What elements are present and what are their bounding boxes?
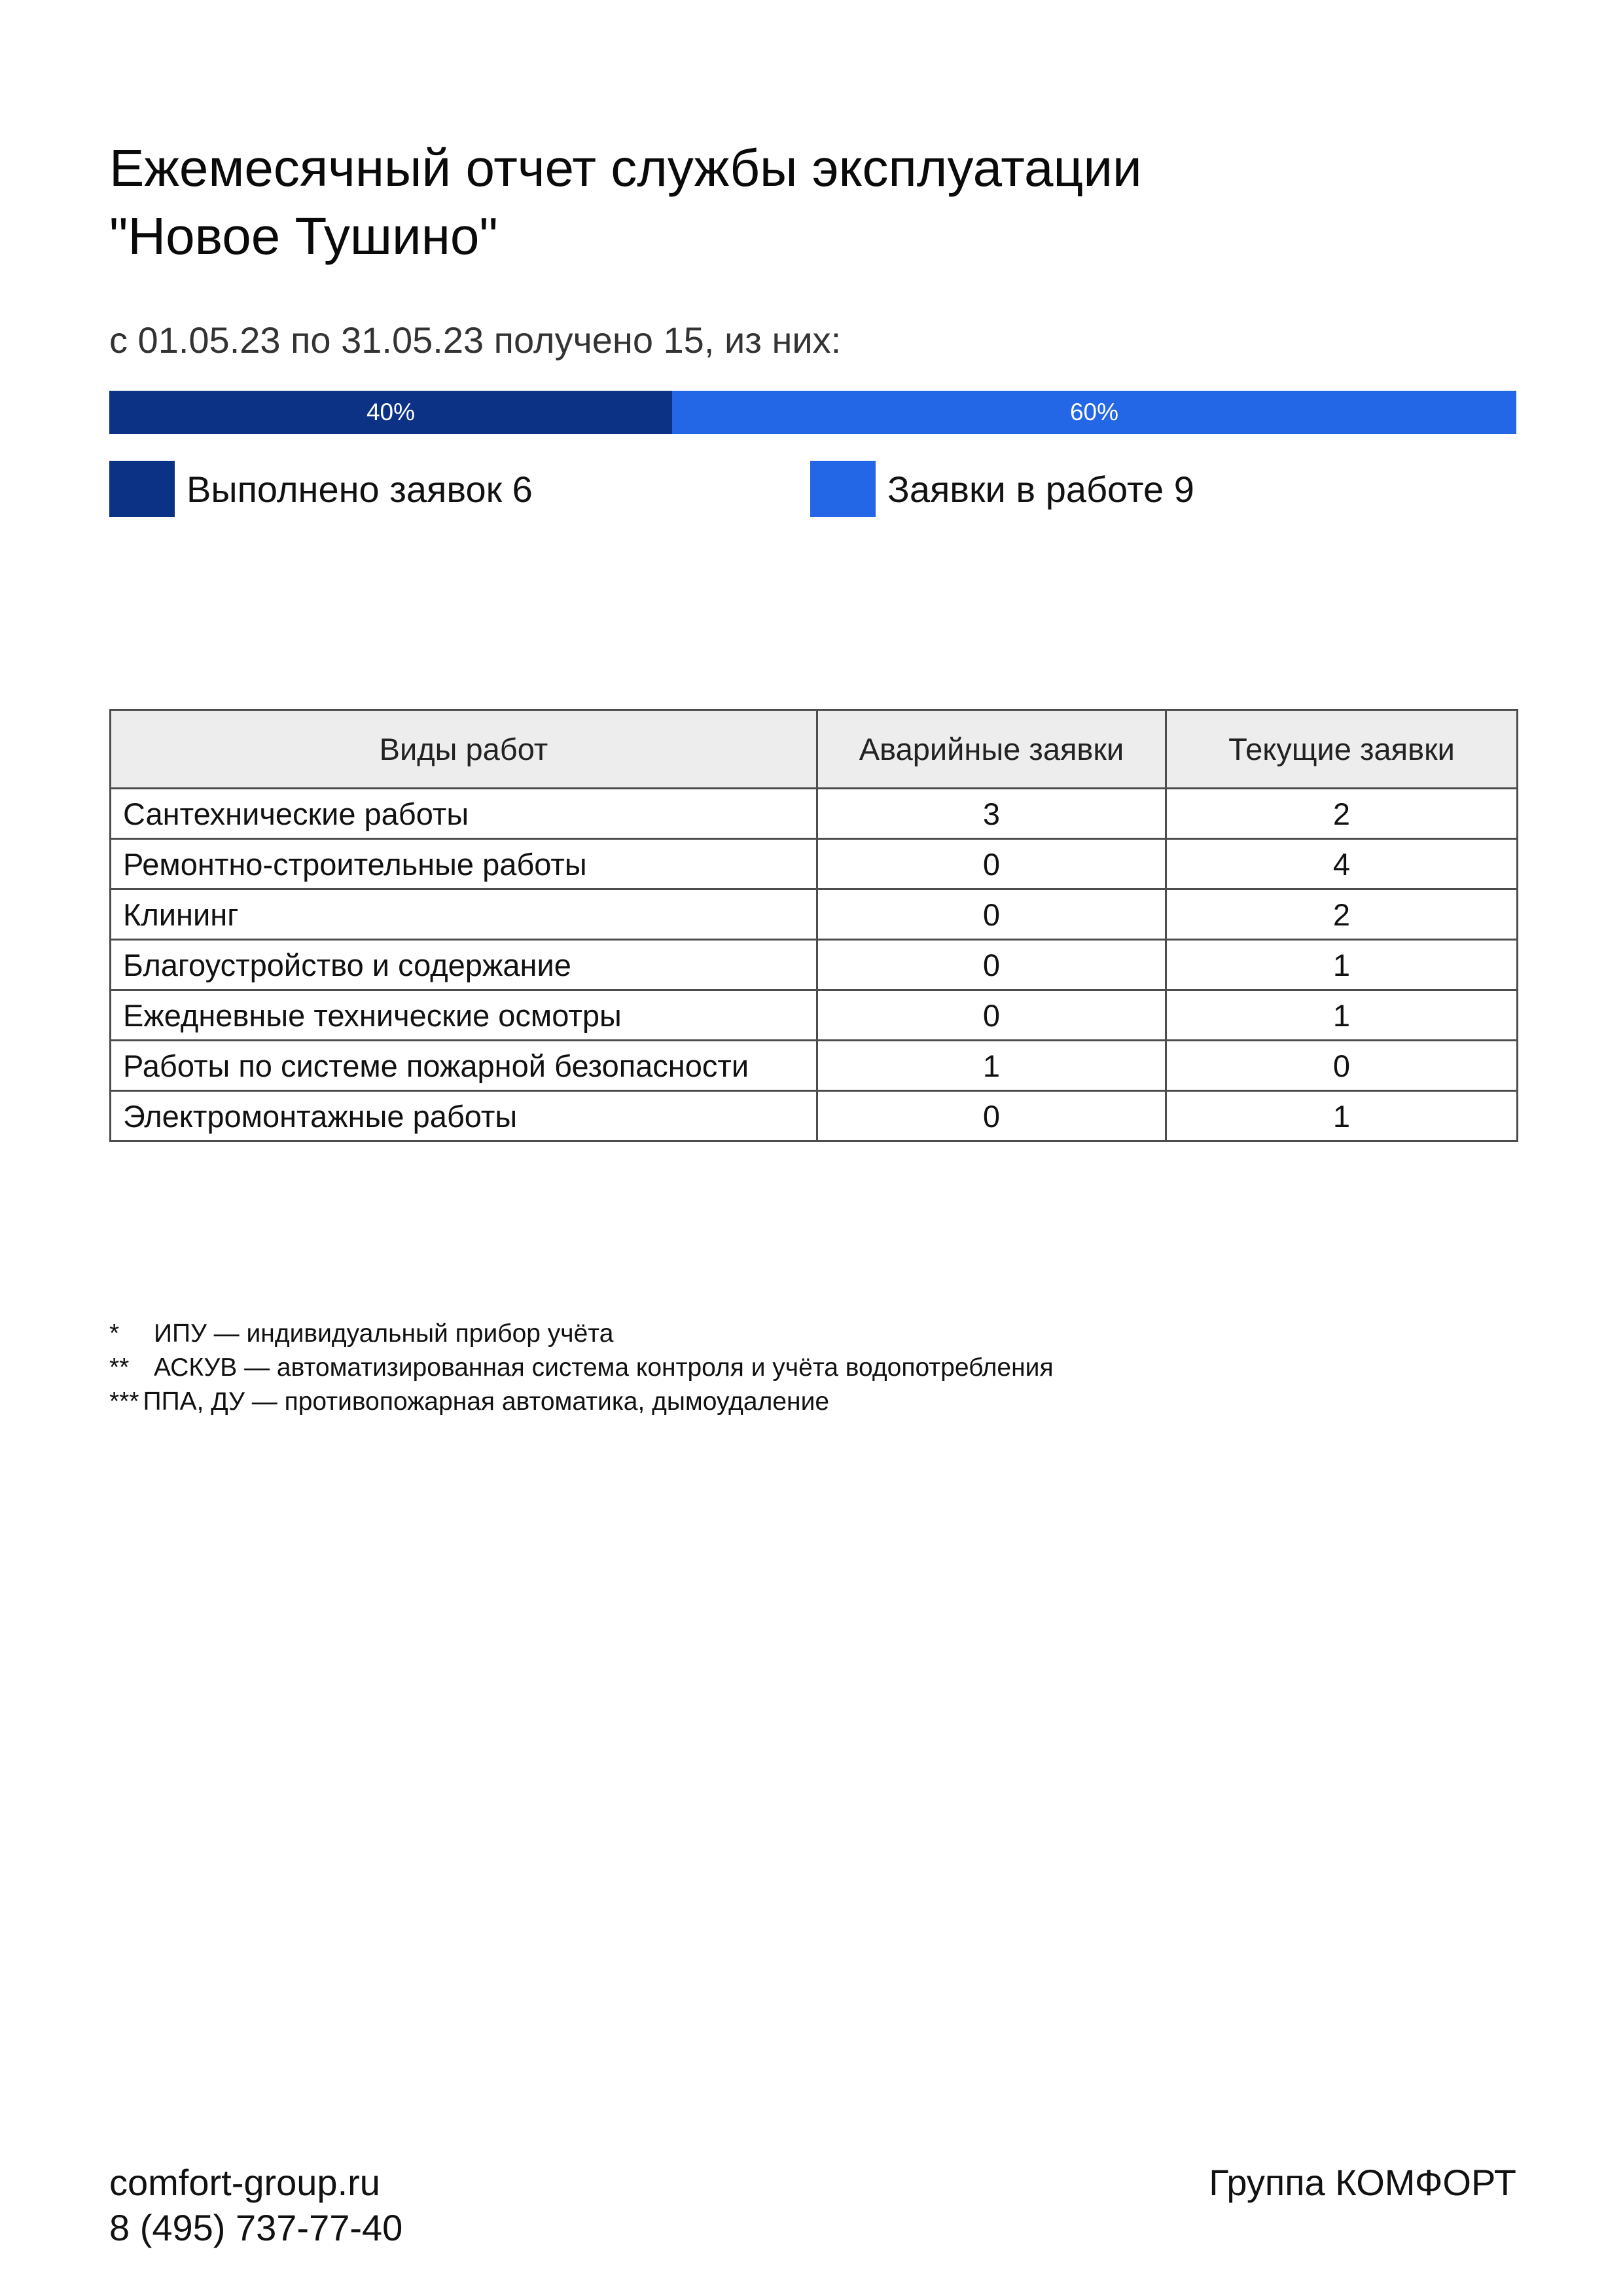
- footnote: [109, 1317, 1054, 1351]
- emergency-count-cell: 0: [817, 889, 1166, 940]
- legend-label-in-work: Заявки в работе 9: [887, 468, 1194, 510]
- legend-label-completed: Выполнено заявок 6: [187, 468, 533, 510]
- work-type-cell: Благоустройство и содержание: [111, 940, 817, 990]
- table-row: [111, 789, 1518, 839]
- footnotes: [109, 1317, 1054, 1419]
- current-count-cell: 2: [1166, 789, 1518, 839]
- emergency-count-cell: 0: [817, 940, 1166, 990]
- table-row: [111, 940, 1518, 990]
- table-row: [111, 839, 1518, 889]
- report-title-line1: Ежемесячный отчет службы эксплуатации: [109, 139, 1142, 197]
- legend-swatch-in-work: [810, 461, 876, 517]
- emergency-count-cell: 3: [817, 789, 1166, 839]
- work-type-cell: Ремонтно-строительные работы: [111, 839, 817, 889]
- table-row: [111, 889, 1518, 940]
- footer-website-link[interactable]: comfort-group.ru: [109, 2162, 380, 2203]
- legend-item-in-work: [810, 461, 1194, 517]
- work-type-cell: Сантехнические работы: [111, 789, 817, 839]
- report-title: [109, 134, 1516, 270]
- current-count-cell: 0: [1166, 1041, 1518, 1091]
- emergency-count-cell: 1: [817, 1041, 1166, 1091]
- header-work-type: Виды работ: [111, 710, 817, 789]
- legend-item-completed: [109, 461, 533, 517]
- current-count-cell: 1: [1166, 940, 1518, 990]
- progress-segment-completed: 40%: [109, 391, 672, 434]
- work-type-cell: Работы по системе пожарной безопасности: [111, 1041, 817, 1091]
- header-current: Текущие заявки: [1166, 710, 1518, 789]
- footer-phone: 8 (495) 737-77-40: [109, 2207, 403, 2248]
- work-type-cell: Клининг: [111, 889, 817, 940]
- footer-contacts: [109, 2160, 402, 2250]
- footnote-text: ИПУ — индивидуальный прибор учёта: [154, 1319, 614, 1348]
- report-period: с 01.05.23 по 31.05.23 получено 15, из них:: [109, 319, 842, 361]
- legend-swatch-completed: [109, 461, 175, 517]
- current-count-cell: 1: [1166, 990, 1518, 1041]
- report-title-line2: "Новое Тушино": [109, 207, 498, 265]
- footnote-text: АСКУВ — автоматизированная система контроля и учёта водопотребления: [154, 1354, 1054, 1382]
- footer-company: Группа КОМФОРТ: [1209, 2162, 1516, 2203]
- footnote-mark: ***: [109, 1388, 139, 1416]
- table-header-row: [111, 710, 1518, 789]
- footnote: [109, 1351, 1054, 1385]
- emergency-count-cell: 0: [817, 990, 1166, 1041]
- progress-segment-in-work: 60%: [672, 391, 1516, 434]
- footnote-mark: *: [109, 1319, 120, 1348]
- emergency-count-cell: 0: [817, 839, 1166, 889]
- footnote-mark: **: [109, 1354, 130, 1382]
- works-table: [109, 709, 1518, 1142]
- work-type-cell: Электромонтажные работы: [111, 1091, 817, 1141]
- header-emergency: Аварийные заявки: [817, 710, 1166, 789]
- current-count-cell: 2: [1166, 889, 1518, 940]
- table-row: [111, 990, 1518, 1041]
- footnote-text: ППА, ДУ — противопожарная автоматика, дымоудаление: [143, 1388, 830, 1416]
- table-row: [111, 1041, 1518, 1091]
- work-type-cell: Ежедневные технические осмотры: [111, 990, 817, 1041]
- footnote: [109, 1385, 1054, 1419]
- emergency-count-cell: 0: [817, 1091, 1166, 1141]
- current-count-cell: 1: [1166, 1091, 1518, 1141]
- current-count-cell: 4: [1166, 839, 1518, 889]
- table-row: [111, 1091, 1518, 1141]
- requests-progress-bar: [109, 391, 1516, 434]
